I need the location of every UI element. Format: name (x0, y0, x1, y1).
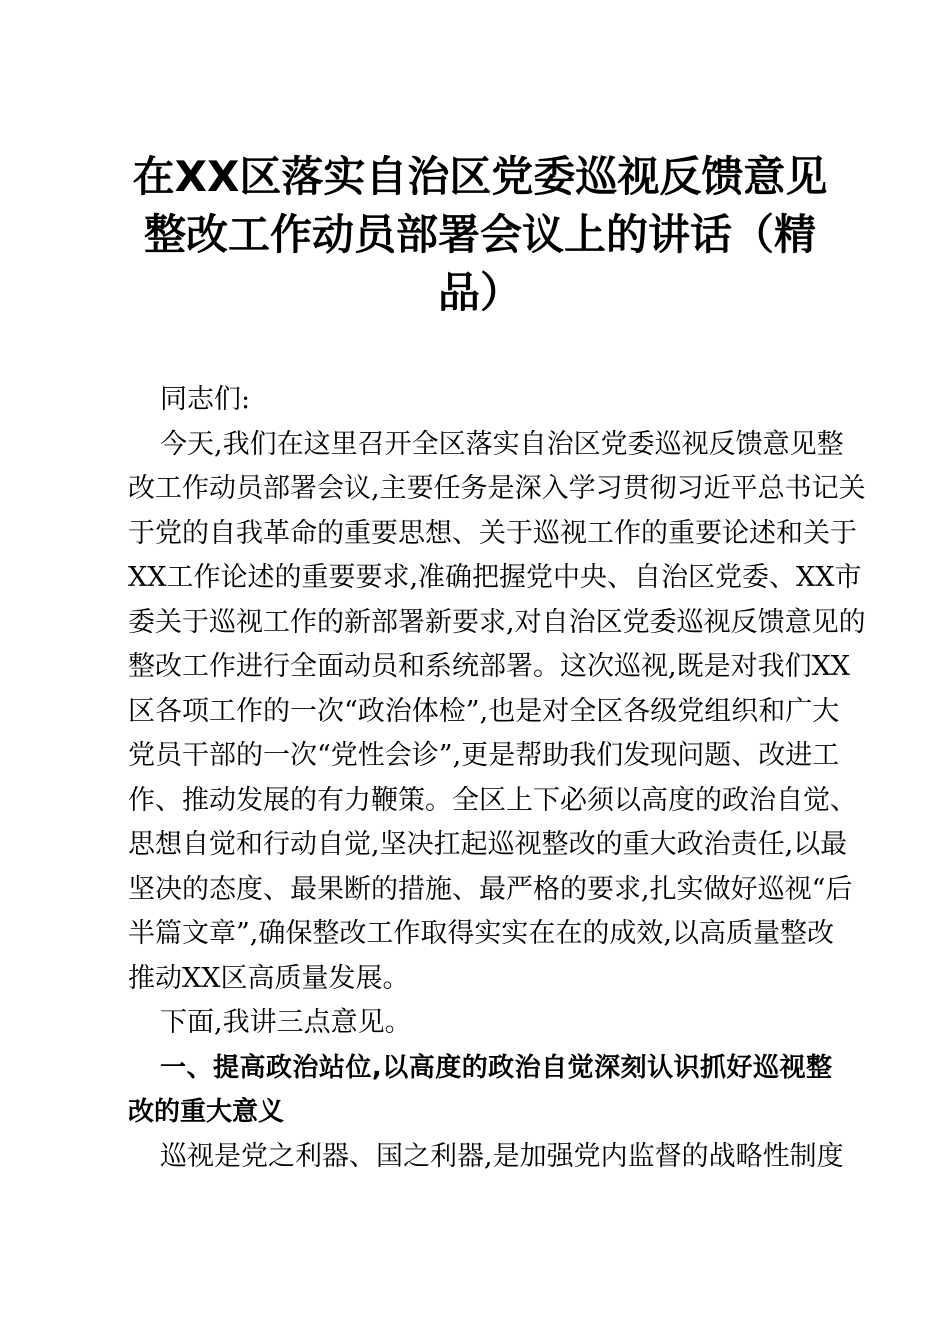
paragraph-transition: 下面,我讲三点意见。 (160, 1007, 412, 1038)
salutation: 同志们: (160, 384, 251, 415)
paragraph-line: 推动XX区高质量发展。 (128, 962, 410, 994)
paragraph-opening (128, 423, 866, 1002)
paragraph-line: 坚决的态度、最果断的措施、最严格的要求,扎实做好巡视“后 (128, 873, 853, 905)
heading-line: 改的重大意义 (128, 1097, 285, 1127)
heading-line: 一、提高政治站位,以高度的政治自觉深刻认识抓好巡视整 (160, 1052, 832, 1083)
paragraph-line: 整改工作进行全面动员和系统部署。这次巡视,既是对我们XX (128, 651, 851, 682)
paragraph-line: 作、推动发展的有力鞭策。全区上下必须以高度的政治自觉、 (128, 784, 857, 816)
paragraph-section1 (128, 1135, 844, 1180)
paragraph-line: 委关于巡视工作的新部署新要求,对自治区党委巡视反馈意见的 (128, 606, 866, 638)
paragraph-line: 思想自觉和行动自觉,坚决扛起巡视整改的重大政治责任,以最 (128, 829, 848, 860)
paragraph-line: 党员干部的一次“党性会诊”,更是帮助我们发现问题、改进工 (128, 740, 840, 771)
title-line-1: 在XX区落实自治区党委巡视反馈意见 (132, 152, 828, 201)
paragraph-line: 改工作动员部署会议,主要任务是深入学习贯彻习近平总书记关 (128, 473, 866, 504)
document-title (125, 148, 835, 322)
paragraph-line: 区各项工作的一次“政治体检”,也是对全区各级党组织和广大 (128, 695, 840, 727)
paragraph-line: 巡视是党之利器、国之利器,是加强党内监督的战略性制度 (160, 1140, 844, 1172)
paragraph-line: XX工作论述的重要要求,准确把握党中央、自治区党委、XX市 (128, 562, 862, 593)
document-body (128, 378, 866, 1179)
paragraph-line: 半篇文章”,确保整改工作取得实实在在的成效,以高质量整改 (128, 918, 834, 949)
section-heading-1 (128, 1046, 832, 1135)
title-line-3: 品） (437, 268, 522, 317)
paragraph-line: 今天,我们在这里召开全区落实自治区党委巡视反馈意见整 (160, 428, 844, 460)
paragraph-line: 于党的自我革命的重要思想、关于巡视工作的重要论述和关于 (128, 517, 857, 549)
title-line-2: 整改工作动员部署会议上的讲话（精 (143, 210, 816, 259)
